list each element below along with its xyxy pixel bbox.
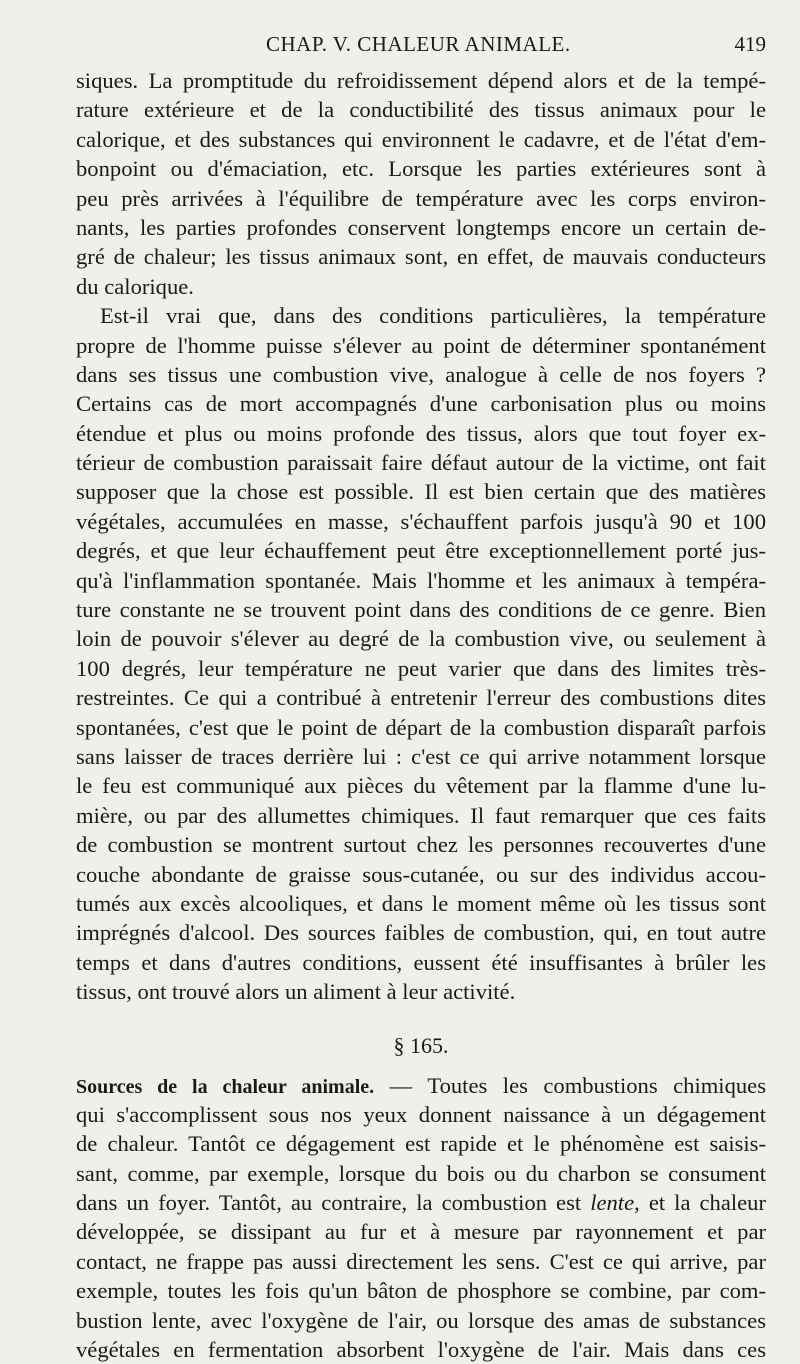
text-line: degrés, et que leur échauffement peut être exceptionnellement porté jus-	[76, 536, 766, 565]
text-line: supposer que la chose est possible. Il est bien certain que des matières	[76, 477, 766, 506]
text-line: calorique, et des substances qui environnent le cadavre, et de l'état d'em-	[76, 125, 766, 154]
text-line: couche abondante de graisse sous-cutanée, ou sur des individus accou-	[76, 860, 766, 889]
text-line: spontanées, c'est que le point de départ de la combustion disparaît parfois	[76, 713, 766, 742]
text-line: mière, ou par des allumettes chimiques. Il faut remarquer que ces faits	[76, 801, 766, 830]
paragraph-1	[76, 66, 766, 301]
text-line: végétales, accumulées en masse, s'échauffent parfois jusqu'à 90 et 100	[76, 507, 766, 536]
text-line: étendue et plus ou moins profonde des tissus, alors que tout foyer ex-	[76, 419, 766, 448]
text-line: gré de chaleur; les tissus animaux sont, en effet, de mauvais conducteurs	[76, 242, 766, 271]
text-line: dans ses tissus une combustion vive, analogue à celle de nos foyers ?	[76, 360, 766, 389]
text-line: nants, les parties profondes conservent longtemps encore un certain de-	[76, 213, 766, 242]
text-line: de combustion se montrent surtout chez les personnes recouvertes d'une	[76, 830, 766, 859]
text-line: propre de l'homme puisse s'élever au point de déterminer spontanément	[76, 331, 766, 360]
text-line: sant, comme, par exemple, lorsque du bois ou du charbon se consument	[76, 1159, 766, 1188]
text-line: qu'à l'inflammation spontanée. Mais l'homme et les animaux à tempéra-	[76, 566, 766, 595]
text-fragment: dans un foyer. Tantôt, au contraire, la combustion est	[76, 1190, 590, 1215]
text-fragment: , et la chaleur	[634, 1190, 766, 1215]
text-line: peu près arrivées à l'équilibre de température avec les corps environ-	[76, 184, 766, 213]
text-line: ture constante ne se trouvent point dans des conditions de ce genre. Bien	[76, 595, 766, 624]
text-fragment: — Toutes les combustions chimiques	[374, 1073, 766, 1098]
page-number: 419	[735, 32, 767, 57]
text-line: temps et dans d'autres conditions, eussent été insuffisantes à brûler les	[76, 948, 766, 977]
chapter-title: CHAP. V. CHALEUR ANIMALE.	[266, 32, 571, 57]
text-line: siques. La promptitude du refroidissement dépend alors et de la tempé-	[76, 66, 766, 95]
text-line: sans laisser de traces derrière lui : c'est ce qui arrive notamment lorsque	[76, 742, 766, 771]
text-line: tissus, ont trouvé alors un aliment à leur activité.	[76, 977, 766, 1006]
text-line: loin de pouvoir s'élever au degré de la combustion vive, ou seulement à	[76, 624, 766, 653]
text-line	[76, 1188, 766, 1217]
body-text	[76, 66, 766, 1364]
text-line: végétales en fermentation absorbent l'oxygène de l'air. Mais dans ces	[76, 1335, 766, 1364]
text-line: rature extérieure et de la conductibilité des tissus animaux pour le	[76, 95, 766, 124]
text-line: développée, se dissipant au fur et à mesure par rayonnement et par	[76, 1217, 766, 1246]
text-line	[76, 1071, 766, 1100]
text-line: contact, ne frappe pas aussi directement les sens. C'est ce qui arrive, par	[76, 1247, 766, 1276]
text-line: tumés aux excès alcooliques, et dans le moment même où les tissus sont	[76, 889, 766, 918]
text-line: qui s'accomplissent sous nos yeux donnent naissance à un dégagement	[76, 1100, 766, 1129]
text-line: térieur de combustion paraissait faire défaut autour de la victime, ont fait	[76, 448, 766, 477]
text-line: le feu est communiqué aux pièces du vêtement par la flamme d'une lu-	[76, 771, 766, 800]
text-line: bonpoint ou d'émaciation, etc. Lorsque les parties extérieures sont à	[76, 154, 766, 183]
paragraph-3	[76, 1071, 766, 1364]
text-line: imprégnés d'alcool. Des sources faibles de combustion, qui, en tout autre	[76, 918, 766, 947]
text-line: de chaleur. Tantôt ce dégagement est rapide et le phénomène est saisis-	[76, 1129, 766, 1158]
running-head	[76, 30, 766, 66]
text-line: Certains cas de mort accompagnés d'une carbonisation plus ou moins	[76, 389, 766, 418]
section-run-in-heading: Sources de la chaleur animale.	[76, 1076, 374, 1098]
text-line: 100 degrés, leur température ne peut varier que dans des limites très-	[76, 654, 766, 683]
text-line: bustion lente, avec l'oxygène de l'air, ou lorsque des amas de substances	[76, 1306, 766, 1335]
text-line: exemple, toutes les fois qu'un bâton de phosphore se combine, par com-	[76, 1276, 766, 1305]
paragraph-2	[76, 301, 766, 1006]
italic-word: lente	[590, 1190, 634, 1215]
section-number: § 165.	[76, 1031, 766, 1061]
text-line: restreintes. Ce qui a contribué à entretenir l'erreur des combustions dites	[76, 683, 766, 712]
text-line: Est-il vrai que, dans des conditions particulières, la température	[76, 301, 766, 330]
text-line: du calorique.	[76, 272, 766, 301]
